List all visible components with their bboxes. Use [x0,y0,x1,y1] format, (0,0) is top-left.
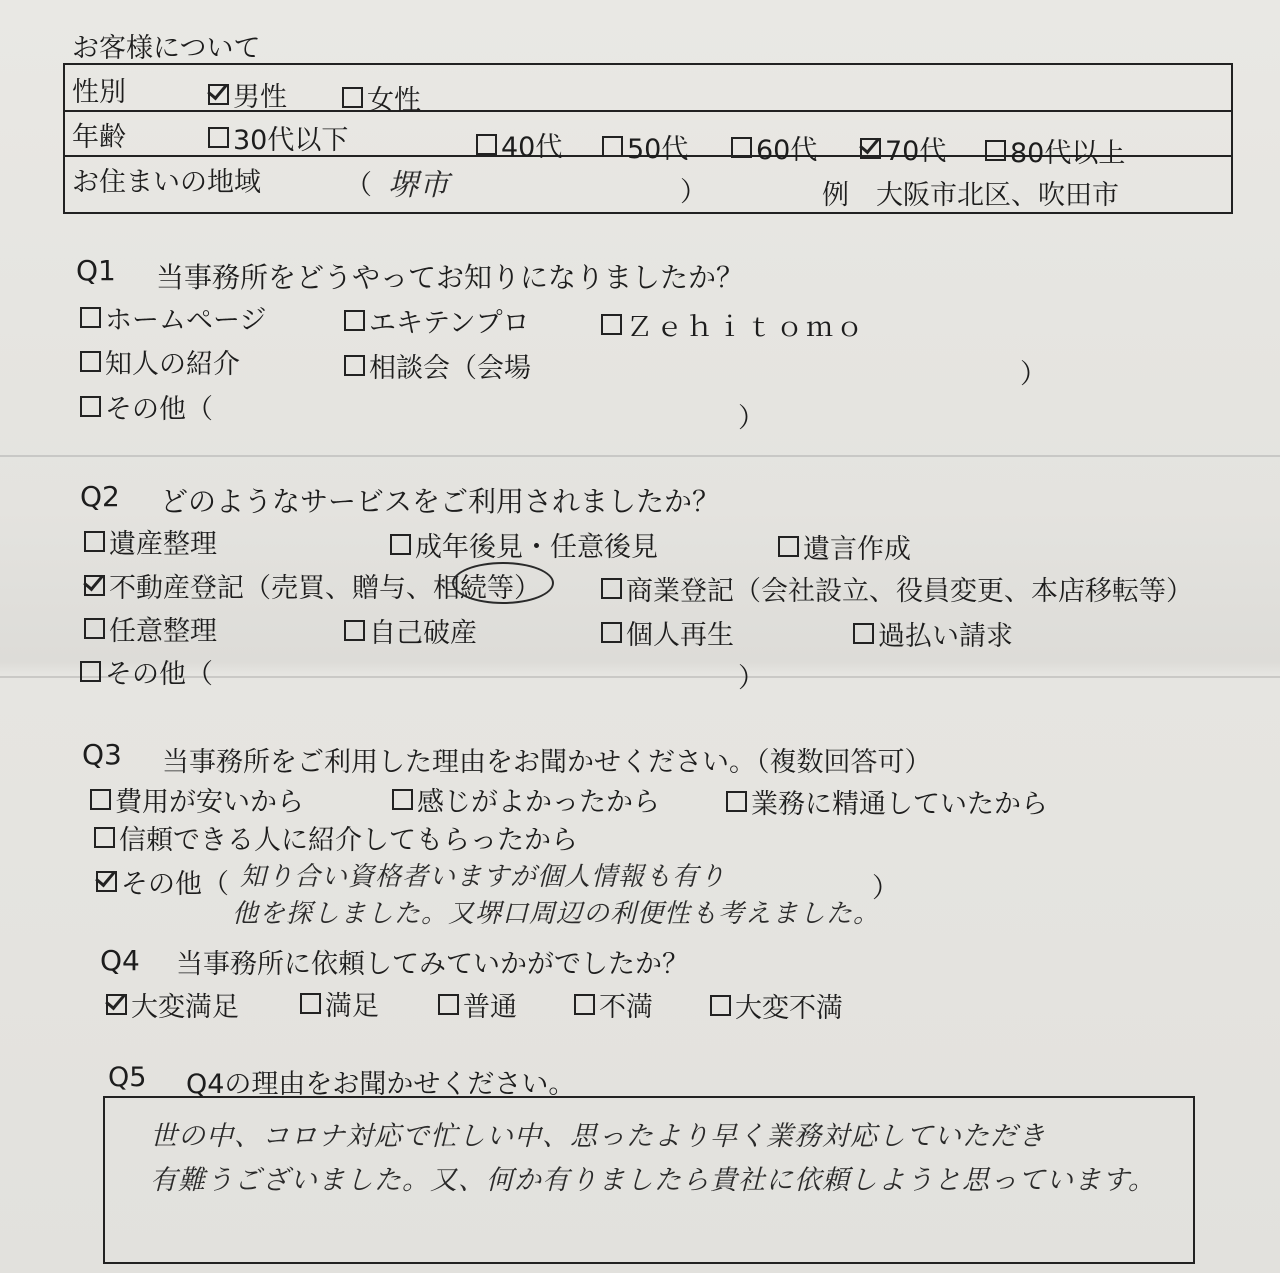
q2-other-close-paren: ） [738,663,765,694]
region-open-paren: （ [345,170,372,201]
q1-option-other[interactable]: その他（ [80,387,213,426]
checkbox-icon [731,137,752,158]
q4-option-very-satisfied[interactable]: 大変満足 [106,985,239,1024]
checkbox-icon [342,87,363,108]
q1-option-acquaintance[interactable]: 知人の紹介 [80,342,240,381]
q2-option-bankruptcy[interactable]: 自己破産 [344,611,477,650]
checkbox-checked-icon [208,84,229,105]
checkbox-icon [94,827,115,848]
checkbox-icon [80,307,101,328]
q5-answer-handwritten-line1: 世の中、コロナ対応で忙しい中、思ったより早く業務対応していただき [150,1121,1046,1152]
q3-question: 当事務所をご利用した理由をお聞かせください。（複数回答可） [162,747,932,778]
q3-option-cheap[interactable]: 費用が安いから [90,780,304,819]
q1-option-ekiten[interactable]: エキテンプロ [344,301,530,340]
q1-option-homepage[interactable]: ホームページ [80,298,266,337]
q2-option-other[interactable]: その他（ [80,652,213,691]
q4-option-dissatisfied[interactable]: 不満 [574,985,653,1024]
q3-option-referral[interactable]: 信頼できる人に紹介してもらったから [94,818,578,857]
region-example: 例 大阪市北区、吹田市 [822,180,1119,211]
gender-option-female[interactable]: 女性 [342,78,421,117]
checkbox-icon [602,136,623,157]
checkbox-icon [80,351,101,372]
q3-other-handwritten-line1[interactable]: 知り合い資格者いますが個人情報も有り [240,862,727,892]
checkbox-icon [438,994,459,1015]
q3-number: Q3 [82,738,122,771]
checkbox-icon [344,620,365,641]
q5-number: Q5 [108,1062,147,1093]
q1-option-zehitomo[interactable]: Ｚｅｈｉｔｏｍｏ [601,305,866,344]
checkbox-icon [601,314,622,335]
section-heading-customer: お客様について [72,33,261,64]
checkbox-icon [344,355,365,376]
q3-other-close-paren: ） [872,873,899,904]
checkbox-icon [90,789,111,810]
checkbox-checked-icon [84,575,105,596]
q1-number: Q1 [76,254,116,287]
region-handwritten-value[interactable]: 堺市 [388,168,450,203]
age-option-80s-over[interactable]: 80代以上 [985,131,1125,170]
age-label: 年齢 [72,122,126,153]
checkbox-icon [726,791,747,812]
checkbox-icon [601,622,622,643]
checkbox-icon [80,661,101,682]
q1-other-close-paren: ） [738,403,765,434]
q3-option-friendly[interactable]: 感じがよかったから [392,780,660,819]
q3-option-expertise[interactable]: 業務に精通していたから [726,782,1048,821]
checkbox-icon [80,396,101,417]
q2-option-debt[interactable]: 任意整理 [84,609,217,648]
checkbox-icon [574,994,595,1015]
checkbox-icon [390,534,411,555]
q2-option-real-estate[interactable]: 不動産登記（売買、贈与、相続等） [84,566,541,605]
q4-option-very-dissatisfied[interactable]: 大変不満 [710,986,843,1025]
q3-option-other[interactable]: その他（ [96,862,229,901]
q4-option-neutral[interactable]: 普通 [438,985,517,1024]
q1-question: 当事務所をどうやってお知りになりましたか？ [156,261,745,294]
checkbox-checked-icon [106,994,127,1015]
q2-option-estate[interactable]: 遺産整理 [84,522,217,561]
checkbox-icon [392,789,413,810]
q2-option-rehabilitation[interactable]: 個人再生 [601,613,734,652]
checkbox-icon [985,140,1006,161]
age-option-70s[interactable]: 70代 [860,129,946,168]
q5-answer-handwritten-line2: 有難うございました。又、何か有りましたら貴社に依頼しようと思っています。 [150,1165,1156,1196]
checkbox-icon [84,531,105,552]
age-option-30s-under[interactable]: 30代以下 [208,118,348,157]
checkbox-checked-icon [860,138,881,159]
checkbox-checked-icon [96,871,117,892]
q3-other-handwritten-line2[interactable]: 他を探しました。又堺口周辺の利便性も考えました。 [232,899,881,929]
checkbox-icon [84,618,105,639]
q2-option-will[interactable]: 遺言作成 [778,527,911,566]
checkbox-icon [344,310,365,331]
age-option-60s[interactable]: 60代 [731,128,817,167]
q2-question: どのようなサービスをご利用されましたか？ [160,485,721,518]
q4-option-satisfied[interactable]: 満足 [300,984,379,1023]
q2-number: Q2 [80,480,120,513]
q2-option-guardianship[interactable]: 成年後見・任意後見 [390,525,658,564]
checkbox-icon [476,134,497,155]
age-option-50s[interactable]: 50代 [602,127,688,166]
handwritten-circle-mark [452,562,554,604]
q1-option-seminar[interactable]: 相談会（会場 [344,346,531,385]
q1-seminar-close-paren: ） [1020,359,1047,390]
gender-option-male[interactable]: 男性 [208,75,287,114]
checkbox-icon [300,993,321,1014]
region-label: お住まいの地域 [72,167,261,198]
checkbox-icon [778,536,799,557]
q5-question: Q4の理由をお聞かせください。 [186,1069,576,1100]
region-close-paren: ） [680,177,707,208]
q4-question: 当事務所に依頼してみていかがでしたか？ [176,949,689,980]
gender-label: 性別 [72,77,126,108]
q4-number: Q4 [100,944,140,977]
q2-option-commercial[interactable]: 商業登記（会社設立、役員変更、本店移転等） [601,569,1193,608]
checkbox-icon [208,127,229,148]
q2-option-overpayment[interactable]: 過払い請求 [853,614,1013,653]
checkbox-icon [853,623,874,644]
checkbox-icon [710,995,731,1016]
checkbox-icon [601,578,622,599]
age-option-40s[interactable]: 40代 [476,125,562,164]
